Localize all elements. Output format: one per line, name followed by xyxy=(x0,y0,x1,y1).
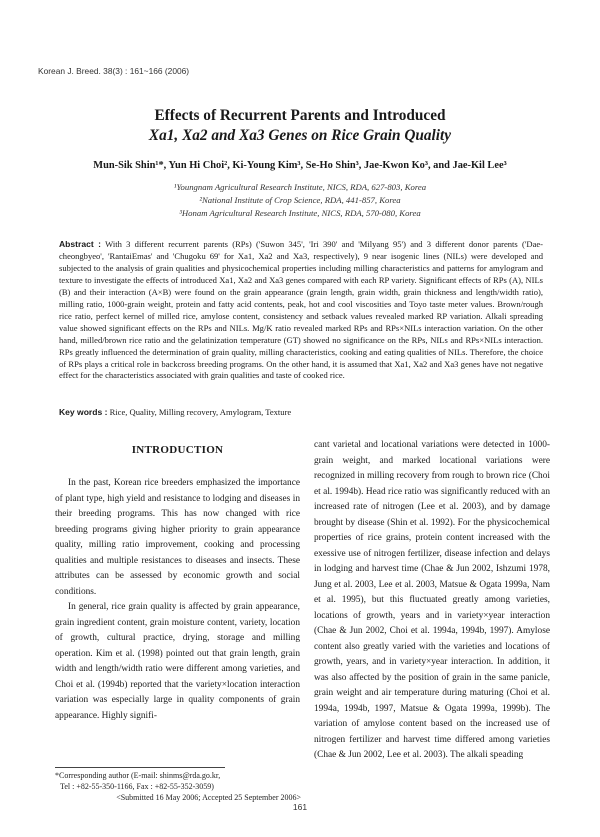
keywords-text: Rice, Quality, Milling recovery, Amylogram, Texture xyxy=(109,407,292,417)
keywords-label: Key words : xyxy=(59,407,108,417)
left-column xyxy=(55,476,300,724)
keywords xyxy=(59,407,543,417)
footnote-divider xyxy=(55,767,225,768)
title-line-2 xyxy=(0,127,600,145)
abstract-text: With 3 different recurrent parents (RPs) ('Suwon 345', 'Iri 390' and 'Milyang 95') and 3 different donor parents ('Dae-cheongbyeo', 'RantaiEmas' and 'Chugoku 69' for Xa1, Xa2 and Xa3, respectively), 9 near isogenic lines (NILs) were developed and subjected to the analysis of grain qualities and physicochemical properties including milling characteristics and patterns for amylogram and texture to investigate the effects of introduced Xa1, Xa2 and Xa3 genes compared with each RP variety. Significant effects of RPs (A), NILs (B) and their interaction (A×B) were found on the grain appearance (grain length, grain width, grain thickness and length/width ratio), milling ratio, 1000-grain weight, protein and fatty acid contents, peak, hot and cool viscosities and Toyo taste meter values. Brown/rough rice ratio, perfect kernel of milled rice, amylose content, consistency and setback values revealed marked RP variation. Alkali spreading value showed significant effects on the RPs and NILs. Mg/K ratio revealed marked RPs and RPs×NILs interaction variation. On the other hand, milled/brown rice ratio and the gelatinization temperature (GT) showed no significance on the RPs, NILs and RPs×NILs interaction. RPs greatly influenced the determination of grain quality, milling characteristics, cooking and eating qualities of NILs. Therefore, the choice of RPs plays a critical role in backcross breeding programs. On the other hand, it is assumed that Xa1, Xa2 and Xa3 genes have not negative effect for the characteristics associated with grain qualities and taste of cooked rice. xyxy=(59,239,543,381)
affiliation-2: ²National Institute of Crop Science, RDA, 441-857, Korea xyxy=(199,195,401,205)
intro-paragraph-1: In the past, Korean rice breeders emphasized the importance of plant type, high yield and resistance to lodging and diseases in their breeding programs. This has now changed with rice breeding programs giving higher priority to grain appearance quality, milling ratio improvement, cooking and processing qualities and multiple resistances to diseases and insects. These attributes can be assessed by economic growth and social conditions. xyxy=(55,478,300,597)
footnote-tel-fax: Tel : +82-55-350-1166, Fax : +82-55-352-3059) xyxy=(60,782,214,792)
footnote-submitted: <Submitted 16 May 2006; Accepted 25 September 2006> xyxy=(116,793,301,803)
page-number: 161 xyxy=(292,802,308,812)
abstract-label: Abstract : xyxy=(59,239,102,249)
section-heading-introduction: INTRODUCTION xyxy=(131,444,224,456)
title-line-1: Effects of Recurrent Parents and Introduced xyxy=(154,107,446,124)
right-column xyxy=(314,438,550,764)
journal-reference: Korean J. Breed. 38(3) : 161~166 (2006) xyxy=(38,66,190,76)
title-line-2-text: Xa1, Xa2 and Xa3 Genes on Rice Grain Quality xyxy=(148,127,452,144)
author-list: Mun-Sik Shin¹*, Yun Hi Choi², Ki-Young Kim³, Se-Ho Shin³, Jae-Kwon Ko³, and Jae-Kil Lee³ xyxy=(93,160,507,171)
intro-paragraph-2: In general, rice grain quality is affected by grain appearance, grain ingredient content, grain moisture content, variety, location of growth, cultural practice, drying, storage and milling operation. Kim et al. (1998) pointed out that grain length, grain width and length/width ratio were different among varieties, and Choi et al. (1994b) reported that the variety×location interaction variation was especially large in quality components of grain appearance. Highly signifi- xyxy=(55,602,300,721)
footnote xyxy=(55,770,305,804)
affiliation-1: ¹Youngnam Agricultural Research Institute, NICS, RDA, 627-803, Korea xyxy=(173,182,427,192)
abstract xyxy=(59,239,543,382)
affiliation-3: ³Honam Agricultural Research Institute, NICS, RDA, 570-080, Korea xyxy=(179,208,421,218)
footnote-corresponding: *Corresponding author (E-mail: shinms@rda.go.kr, xyxy=(55,771,221,780)
intro-paragraph-continued: cant varietal and locational variations were detected in 1000-grain weight, and marked locational variations were recognized in milling recovery from rough to brown rice (Choi et al. 1994b). Head rice ratio was significantly reduced with an increased rate of nitrogen (Lee et al. 2003), and by damage brought by disease (Shin et al. 1992). For the physicochemical properties of rice grains, protein content increased with the exessive use of nitrogen fertilizer, disease infection and delays in lodging and harvest time (Chae & Jun 2002, Ishzumi 1978, Jung et al. 2003, Lee et al. 2003, Matsue & Ogata 1999a, Nam et al. 1995), but this fluctuated greatly among varieties, locations of growth, years and in variety×year interaction (Chae & Jun 2002, Choi et al. 1994a, 1994b, 1997). Amylose content also greatly varied with the varieties and locations of growth, years, and in variety×year interaction. In addition, it was also affected by the position of grain in the same panicle, grain weight and air temperature during maturing (Choi et al. 1994a, 1994b, 1997, Matsue & Ogata 1999a, 1999b). The variation of amylose content based on the increased use of nitrogen fertilizer and harvest time differed among varieties (Chae & Jun 2002, Lee et al. 2003). The alkali speading xyxy=(314,440,550,760)
